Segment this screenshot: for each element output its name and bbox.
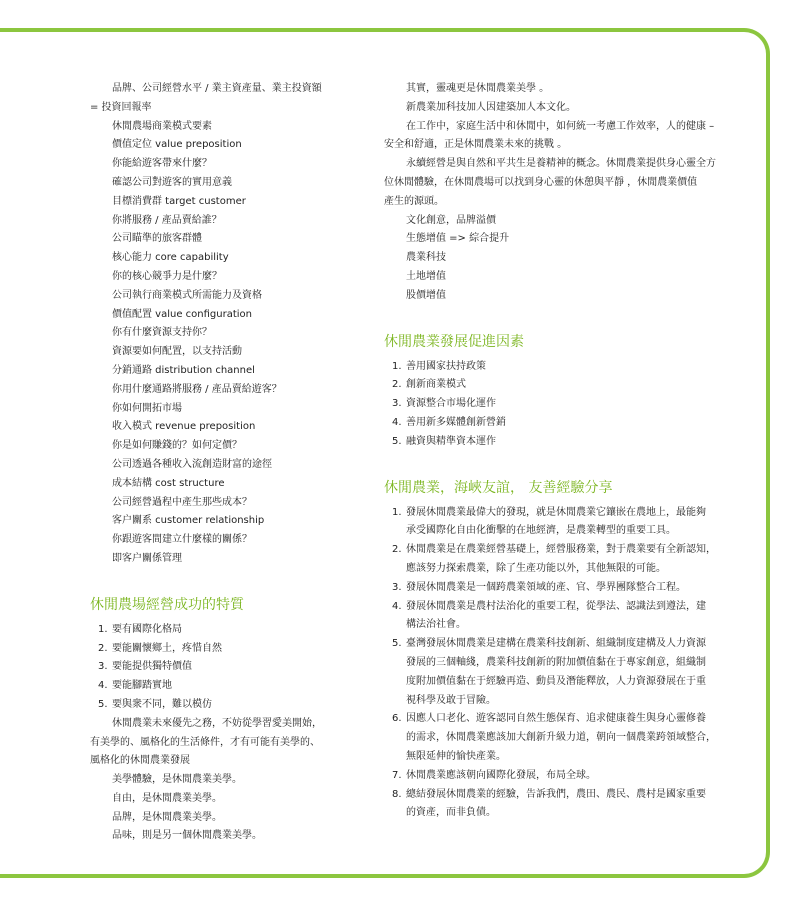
list-item: 其實，靈魂更是休閒農業美學 。 <box>406 83 550 94</box>
list-item: 你有什麼資源支持你？ <box>112 327 212 339</box>
paragraph-line: 在工作中，家庭生活中和休閒中，如何統一考慮工作效率，人的健康 – <box>406 120 715 132</box>
promotion-factors-list <box>384 358 752 452</box>
paragraph-line: 有美學的、風格化的生活條件，才有可能有美學的、 <box>90 736 320 748</box>
list-item: 4. 發展休閒農業是農村法治化的重要工程，從學法、認識法到遵法，建 構法治社會。 <box>392 600 706 631</box>
list-item: 資源要如何配置，以支持活動 <box>112 346 242 358</box>
list-item: 4. 善用新多媒體創新營銷 <box>392 416 506 428</box>
list-item: 6. 因應人口老化、遊客認同自然生態保育、追求健康養生與身心靈修養 的需求，休閒農業應該加大創新升級力道，朝向一個農業跨領域整合， 無限延伸的愉快產業。 <box>392 713 716 762</box>
list-item: 品味，則是另一個休閒農業美學。 <box>112 830 262 842</box>
list-item: 4. 要能腳踏實地 <box>98 680 172 692</box>
list-item: 5. 臺灣發展休閒農業是建構在農業科技創新、組織制度建構及人力資源 發展的三個軸綫，農業科技創新的附加價值黏在于專家創意，組織制 度附加價值黏在于經驗再造、動員及潛能釋放，人力資源發展在于重 視科學及敢于冒險。 <box>392 638 706 706</box>
list-item: 目標消費群 target customer <box>112 195 246 207</box>
list-item: 土地增值 <box>406 270 446 282</box>
section-heading-experience-sharing: 休閒農業，海峽友誼， 友善經驗分享 <box>384 479 613 496</box>
list-item: 成本結構 cost structure <box>112 477 225 489</box>
list-item: 公司經營過程中產生那些成本？ <box>112 496 252 508</box>
list-item: 農業科技 <box>406 252 446 264</box>
list-item: 休閒農場商業模式要素 <box>112 120 212 132</box>
list-item: 公司瞄準的旅客群體 <box>112 233 202 245</box>
right-column <box>384 80 752 823</box>
list-item: 品牌，是休閒農業美學。 <box>112 811 222 823</box>
list-item: 你將服務 / 產品賣給誰？ <box>112 214 222 226</box>
paragraph-line: 永續經營是與自然和平共生是養精神的概念。休閒農業提供身心靈全方 <box>406 158 716 170</box>
list-item: 即客户關係管理 <box>112 552 182 564</box>
list-item: 生態增值 => 綜合提升 <box>406 233 510 245</box>
list-item: 核心能力 core capability <box>112 252 229 264</box>
list-item: 你跟遊客間建立什麼樣的關係？ <box>112 534 252 546</box>
list-item: 8. 總結發展休閒農業的經驗，告訴我們，農田、農民、農村是國家重要 的資產，而非負債。 <box>392 788 706 819</box>
list-item: 文化創意，品牌溢價 <box>406 214 496 226</box>
intro-line: = 投資回報率 <box>90 101 152 113</box>
list-item: 3. 要能提供獨特價值 <box>98 661 192 673</box>
list-item: 5. 融資與精準資本運作 <box>392 435 496 447</box>
list-item: 美學體驗，是休閒農業美學。 <box>112 774 242 786</box>
list-item: 1. 善用國家扶持政策 <box>392 360 486 372</box>
experience-sharing-list <box>384 504 752 824</box>
list-item: 自由，是休閒農業美學。 <box>112 792 222 804</box>
paragraph-line: 休閒農業未來優先之務，不妨從學習愛美開始， <box>112 717 322 729</box>
list-item: 2. 要能關懷鄉土，疼惜自然 <box>98 642 222 654</box>
success-traits-list <box>90 621 360 715</box>
list-item: 2. 休閒農業是在農業經營基礎上，經營服務業，對于農業要有全新認知， 應該努力探索農業，除了生產功能以外，其他無限的可能。 <box>392 544 716 574</box>
section-heading-promotion-factors: 休閒農業發展促進因素 <box>384 333 524 350</box>
list-item: 3. 發展休閒農業是一個跨農業領域的產、官、學界團隊整合工程。 <box>392 581 686 593</box>
left-column <box>90 80 360 846</box>
paragraph-line: 風格化的休閒農業發展 <box>90 755 190 767</box>
list-item: 你用什麼通路將服務 / 產品賣給遊客？ <box>112 383 282 395</box>
list-item: 你是如何賺錢的？如何定價？ <box>112 440 242 452</box>
list-item: 價值定位 value preposition <box>112 139 242 151</box>
paragraph-line: 產生的源頭。 <box>384 195 444 207</box>
list-item: 確認公司對遊客的實用意義 <box>112 176 232 188</box>
list-item: 收入模式 revenue preposition <box>112 421 256 433</box>
list-item: 分銷通路 distribution channel <box>112 364 255 376</box>
list-item: 股價增值 <box>406 289 446 301</box>
paragraph-line: 安全和舒適，正是休閒農業未來的挑戰 。 <box>384 139 568 151</box>
list-item: 3. 資源整合市場化運作 <box>392 398 496 410</box>
list-item: 價值配置 value configuration <box>112 308 253 320</box>
list-item: 公司透過各種收入流創造財富的途徑 <box>112 458 272 470</box>
list-item: 5. 要與衆不同，難以模仿 <box>98 698 212 710</box>
list-item: 你能給遊客帶來什麼？ <box>112 158 212 170</box>
list-item: 你的核心競爭力是什麼？ <box>112 270 222 282</box>
list-item: 新農業加科技加人因建築加人本文化。 <box>406 101 576 113</box>
list-item: 公司執行商業模式所需能力及資格 <box>112 289 262 301</box>
list-item: 2. 創新商業模式 <box>392 379 466 391</box>
list-item: 7. 休閒農業應該朝向國際化發展，布局全球。 <box>392 769 596 781</box>
list-item: 客户關系 customer relationship <box>112 515 265 527</box>
list-item: 1. 發展休閒農業最偉大的發現，就是休閒農業它鑲嵌在農地上，最能夠 承受國際化自由化衝擊的在地經濟，是農業轉型的重要工具。 <box>392 506 706 537</box>
paragraph-line: 位休閒體驗，在休閒農場可以找到身心靈的休憩與平靜 ，休閒農業價值 <box>384 176 698 188</box>
list-item: 你如何開拓市場 <box>112 402 182 414</box>
intro-line: 品牌、公司經營水平 / 業主資產量、業主投資額 <box>112 83 322 94</box>
section-heading-success-traits: 休閒農場經營成功的特質 <box>90 596 244 613</box>
list-item: 1. 要有國際化格局 <box>98 623 182 635</box>
